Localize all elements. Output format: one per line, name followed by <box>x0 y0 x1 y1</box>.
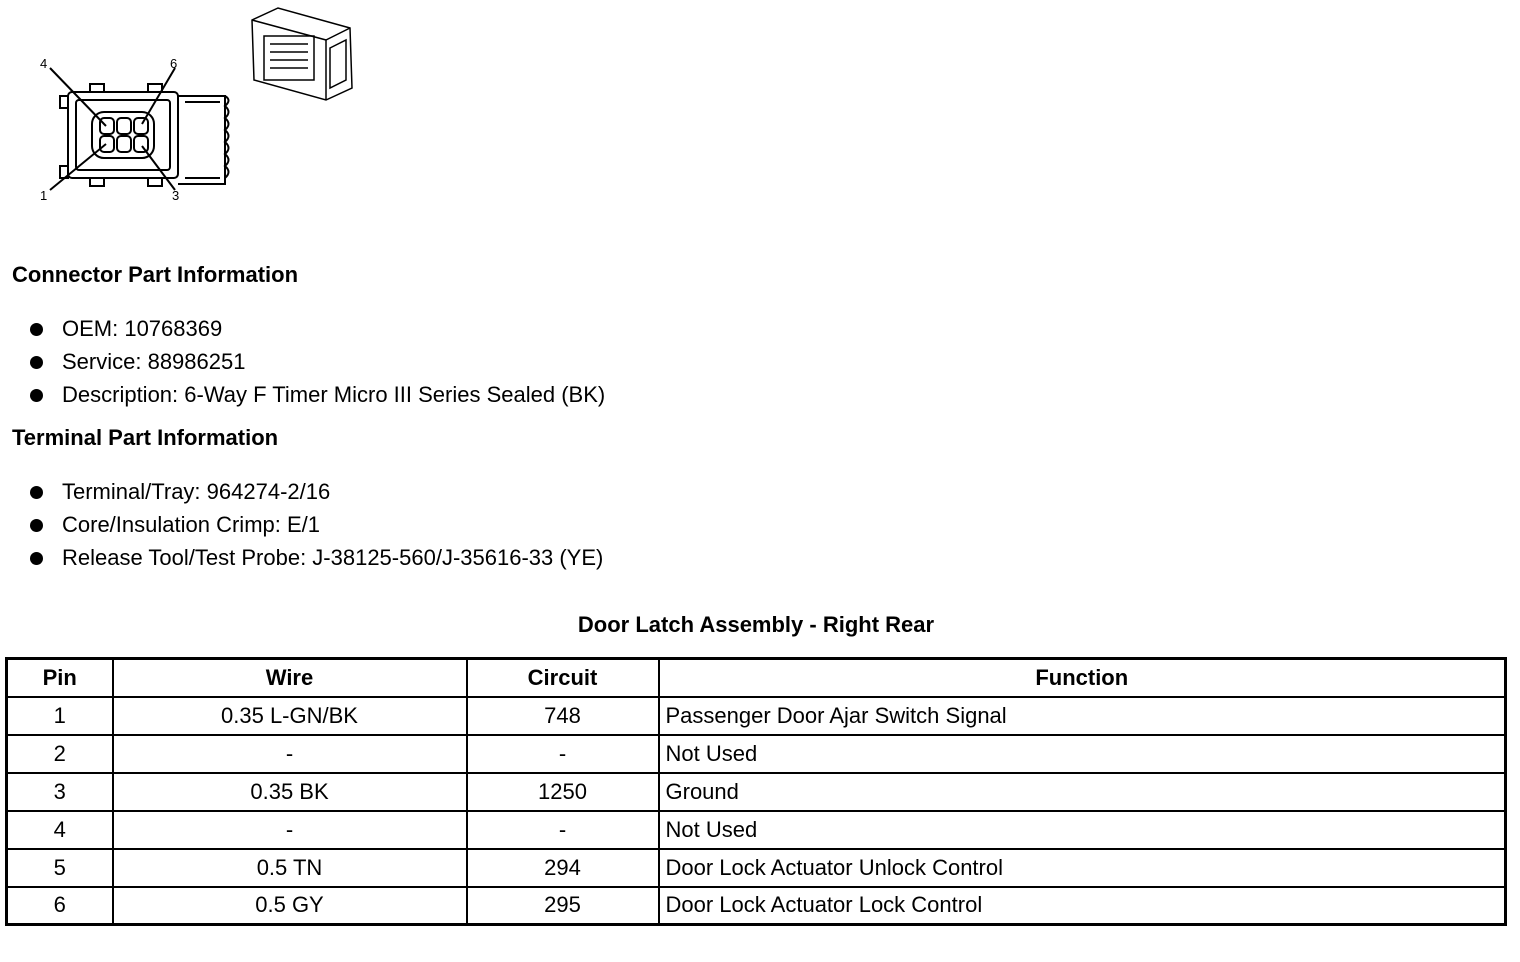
cell-circuit: 748 <box>467 697 659 735</box>
table-row <box>7 849 1506 887</box>
connector-part-info-title: Connector Part Information <box>12 262 299 287</box>
cell-function: Not Used <box>659 735 1506 773</box>
connector-iso-view <box>252 8 352 100</box>
cell-wire: 0.5 GY <box>113 887 467 925</box>
cell-circuit: 1250 <box>467 773 659 811</box>
table-row <box>7 811 1506 849</box>
list-item: Release Tool/Test Probe: J-38125-560/J-35616-33 (YE) <box>30 541 603 574</box>
header-wire: Wire <box>113 659 467 697</box>
cell-pin: 1 <box>7 697 113 735</box>
cell-wire: - <box>113 811 467 849</box>
terminal-part-info-list <box>30 475 603 574</box>
table-title: Door Latch Assembly - Right Rear <box>577 612 935 637</box>
list-item: Core/Insulation Crimp: E/1 <box>30 508 603 541</box>
table-row <box>7 697 1506 735</box>
connector-face-drawing <box>20 0 380 220</box>
list-item: OEM: 10768369 <box>30 312 605 345</box>
list-item: Description: 6-Way F Timer Micro III Series Sealed (BK) <box>30 378 605 411</box>
cell-pin: 5 <box>7 849 113 887</box>
header-function: Function <box>659 659 1506 697</box>
cell-pin: 6 <box>7 887 113 925</box>
table-header-row <box>7 659 1506 697</box>
cell-wire: - <box>113 735 467 773</box>
table-row <box>7 735 1506 773</box>
cell-circuit: - <box>467 735 659 773</box>
table-row <box>7 773 1506 811</box>
list-item: Service: 88986251 <box>30 345 605 378</box>
pin-label-1: 1 <box>40 188 48 203</box>
list-item: Terminal/Tray: 964274-2/16 <box>30 475 603 508</box>
cell-function: Ground <box>659 773 1506 811</box>
cell-wire: 0.35 BK <box>113 773 467 811</box>
cell-wire: 0.35 L-GN/BK <box>113 697 467 735</box>
table-row <box>7 887 1506 925</box>
header-circuit: Circuit <box>467 659 659 697</box>
cell-wire: 0.5 TN <box>113 849 467 887</box>
cell-circuit: 295 <box>467 887 659 925</box>
cell-pin: 2 <box>7 735 113 773</box>
pinout-table <box>5 657 1507 926</box>
cell-function: Passenger Door Ajar Switch Signal <box>659 697 1506 735</box>
cell-pin: 4 <box>7 811 113 849</box>
cell-pin: 3 <box>7 773 113 811</box>
pin-label-4: 4 <box>40 56 48 71</box>
terminal-part-info-title: Terminal Part Information <box>12 425 279 450</box>
connector-diagram <box>20 0 380 220</box>
cell-function: Door Lock Actuator Lock Control <box>659 887 1506 925</box>
cell-function: Not Used <box>659 811 1506 849</box>
pin-label-6: 6 <box>170 56 178 71</box>
pin-label-3: 3 <box>172 188 180 203</box>
cell-circuit: - <box>467 811 659 849</box>
cell-function: Door Lock Actuator Unlock Control <box>659 849 1506 887</box>
cell-circuit: 294 <box>467 849 659 887</box>
connector-part-info-list <box>30 312 605 411</box>
header-pin: Pin <box>7 659 113 697</box>
